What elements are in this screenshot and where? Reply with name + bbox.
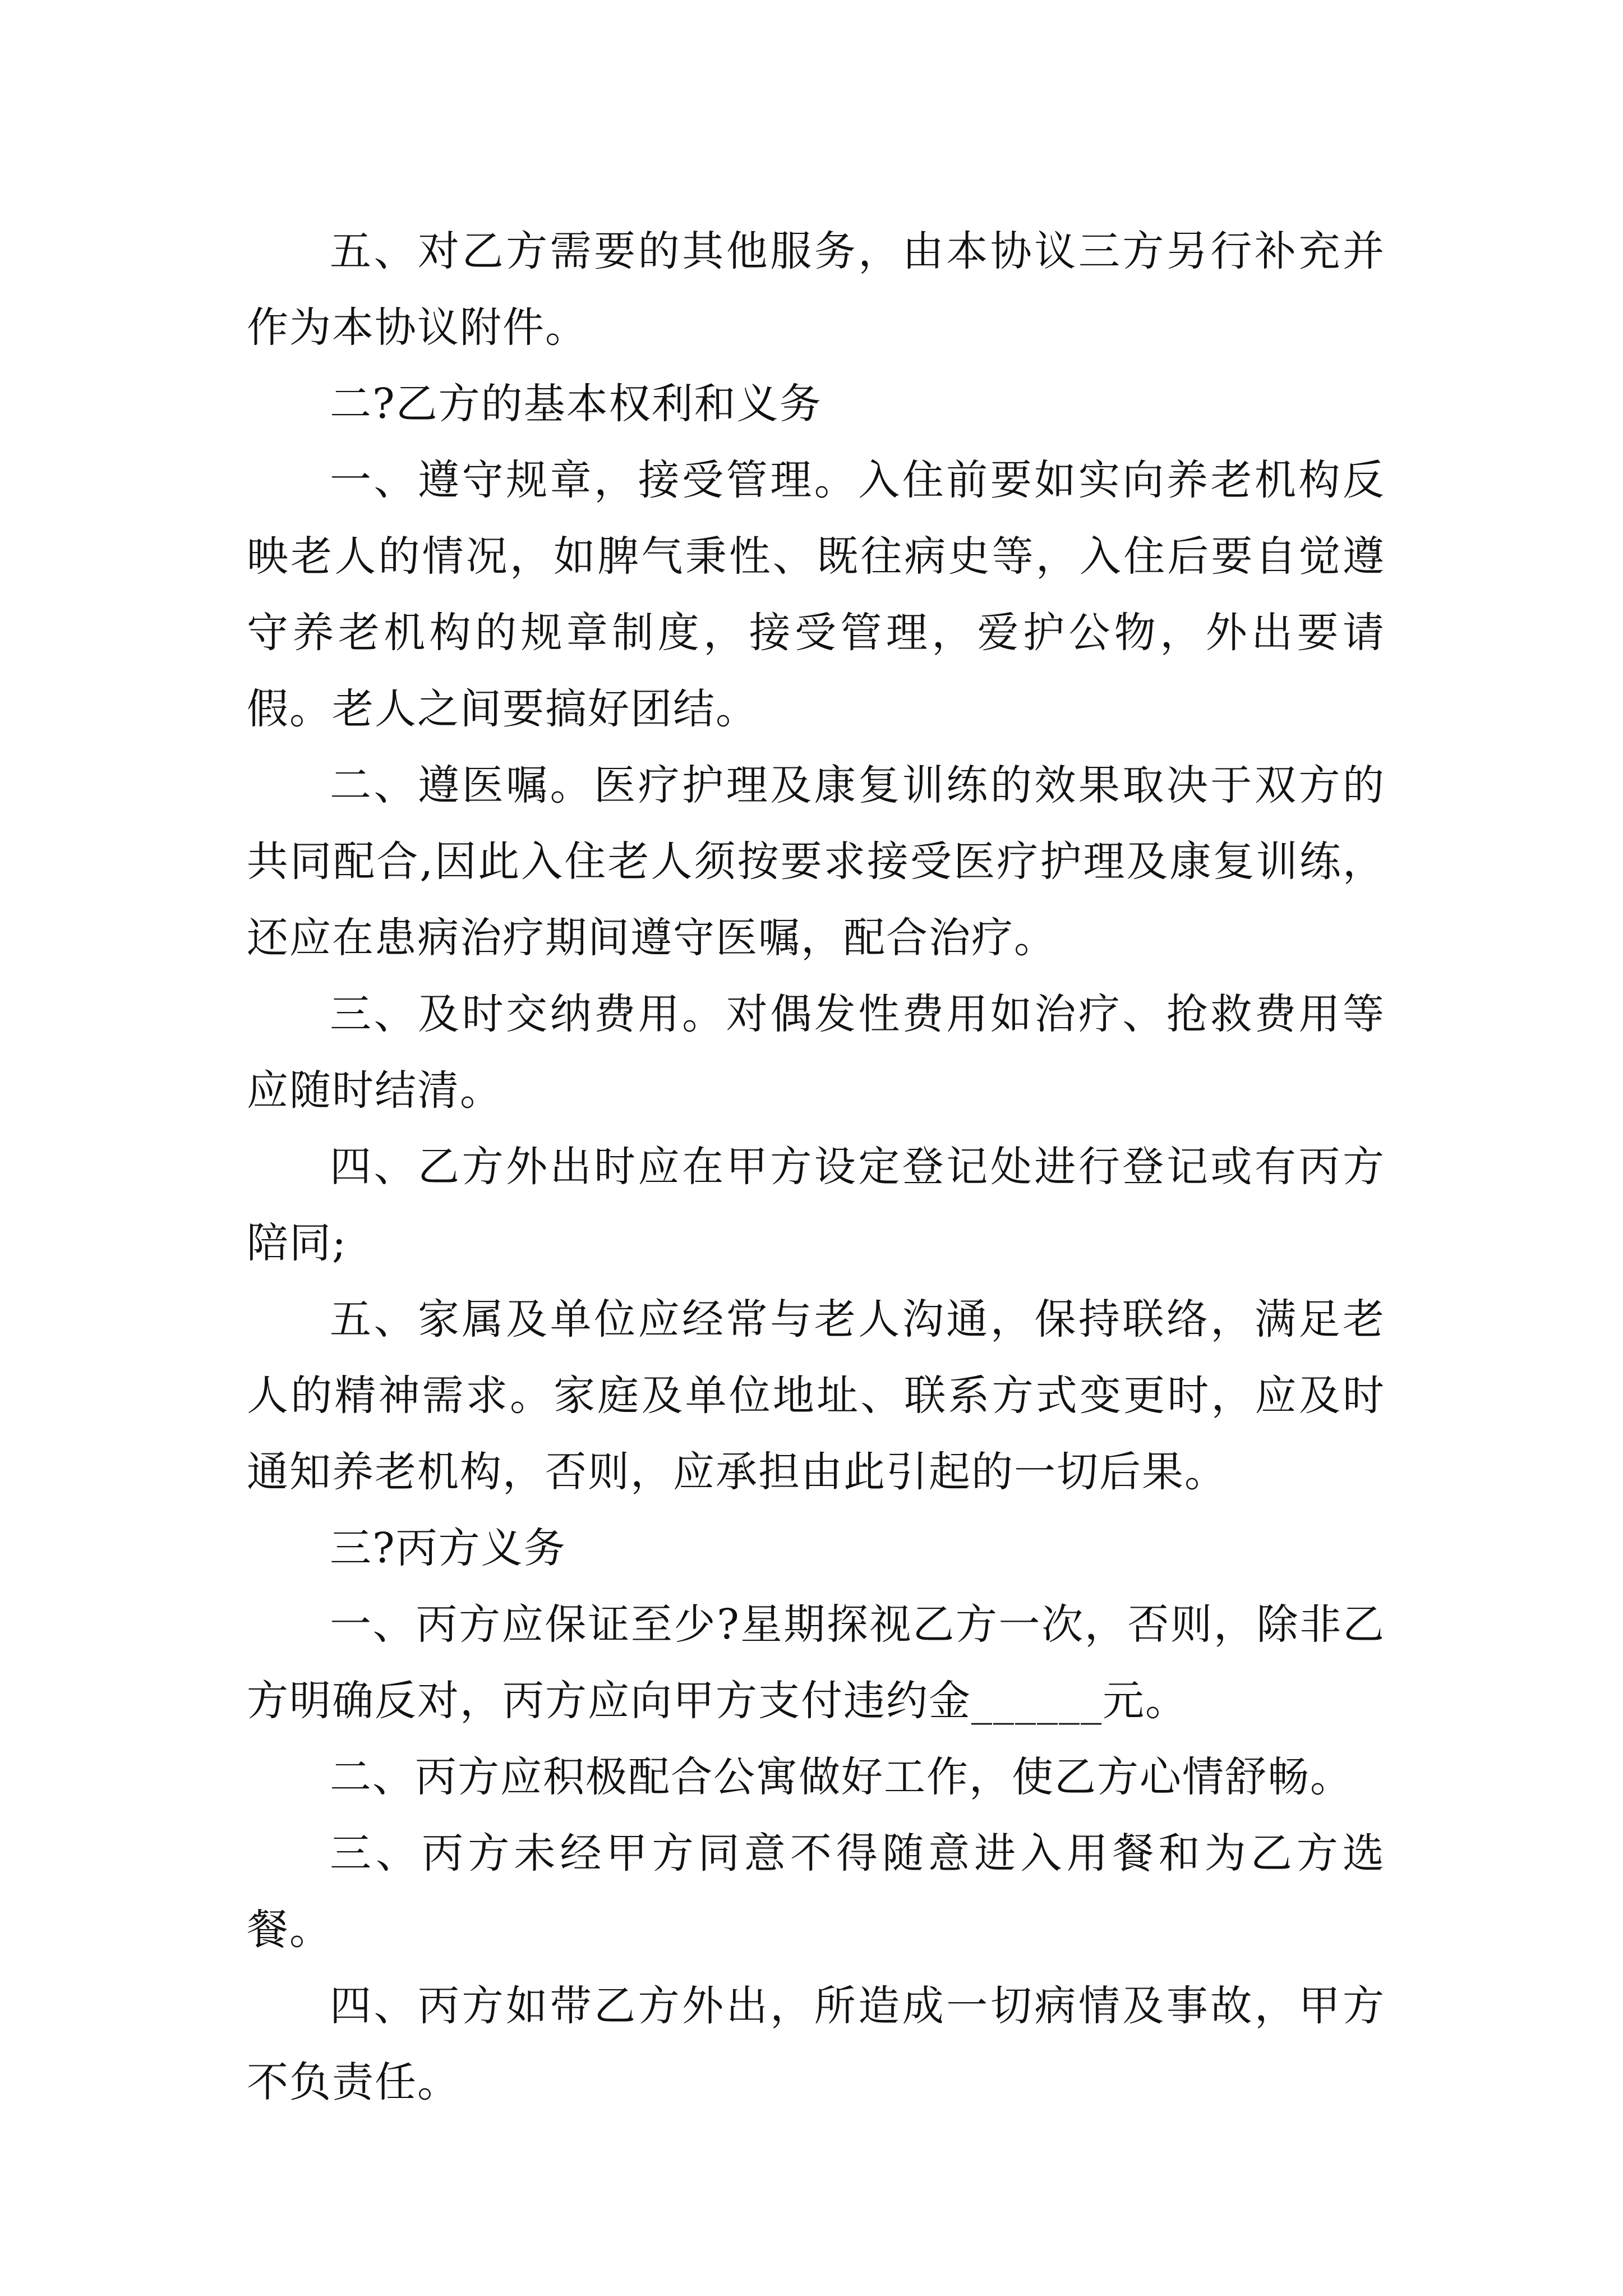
paragraph: 一、丙方应保证至少?星期探视乙方一次，否则，除非乙方明确反对，丙方应向甲方支付违约金______元。	[247, 1600, 1385, 1725]
section-heading: 二?乙方的基本权利和义务	[330, 380, 822, 428]
paragraph: 二、遵医嘱。医疗护理及康复训练的效果取决于双方的共同配合,因此入住老人须按要求接受医疗护理及康复训练，还应在患病治疗期间遵守医嘱，配合治疗。	[247, 761, 1385, 962]
paragraph: 一、遵守规章，接受管理。入住前要如实向养老机构反映老人的情况，如脾气秉性、既往病史等，入住后要自觉遵守养老机构的规章制度，接受管理，爱护公物，外出要请假。老人之间要搞好团结。	[247, 456, 1385, 733]
paragraph: 三、丙方未经甲方同意不得随意进入用餐和为乙方选餐。	[247, 1829, 1385, 1954]
paragraph: 五、对乙方需要的其他服务，由本协议三方另行补充并作为本协议附件。	[247, 227, 1385, 352]
paragraph: 三、及时交纳费用。对偶发性费用如治疗、抢救费用等应随时结清。	[247, 990, 1385, 1115]
paragraph: 四、丙方如带乙方外出，所造成一切病情及事故，甲方不负责任。	[247, 1982, 1385, 2106]
paragraph: 四、乙方外出时应在甲方设定登记处进行登记或有丙方陪同;	[247, 1143, 1385, 1267]
paragraph: 五、家属及单位应经常与老人沟通，保持联络，满足老人的精神需求。家庭及单位地址、联系方式变更时，应及时通知养老机构，否则，应承担由此引起的一切后果。	[247, 1295, 1385, 1496]
document-body	[247, 213, 1385, 2120]
paragraph: 二、丙方应积极配合公寓做好工作，使乙方心情舒畅。	[330, 1753, 1353, 1801]
section-heading: 三?丙方义务	[330, 1524, 566, 1572]
